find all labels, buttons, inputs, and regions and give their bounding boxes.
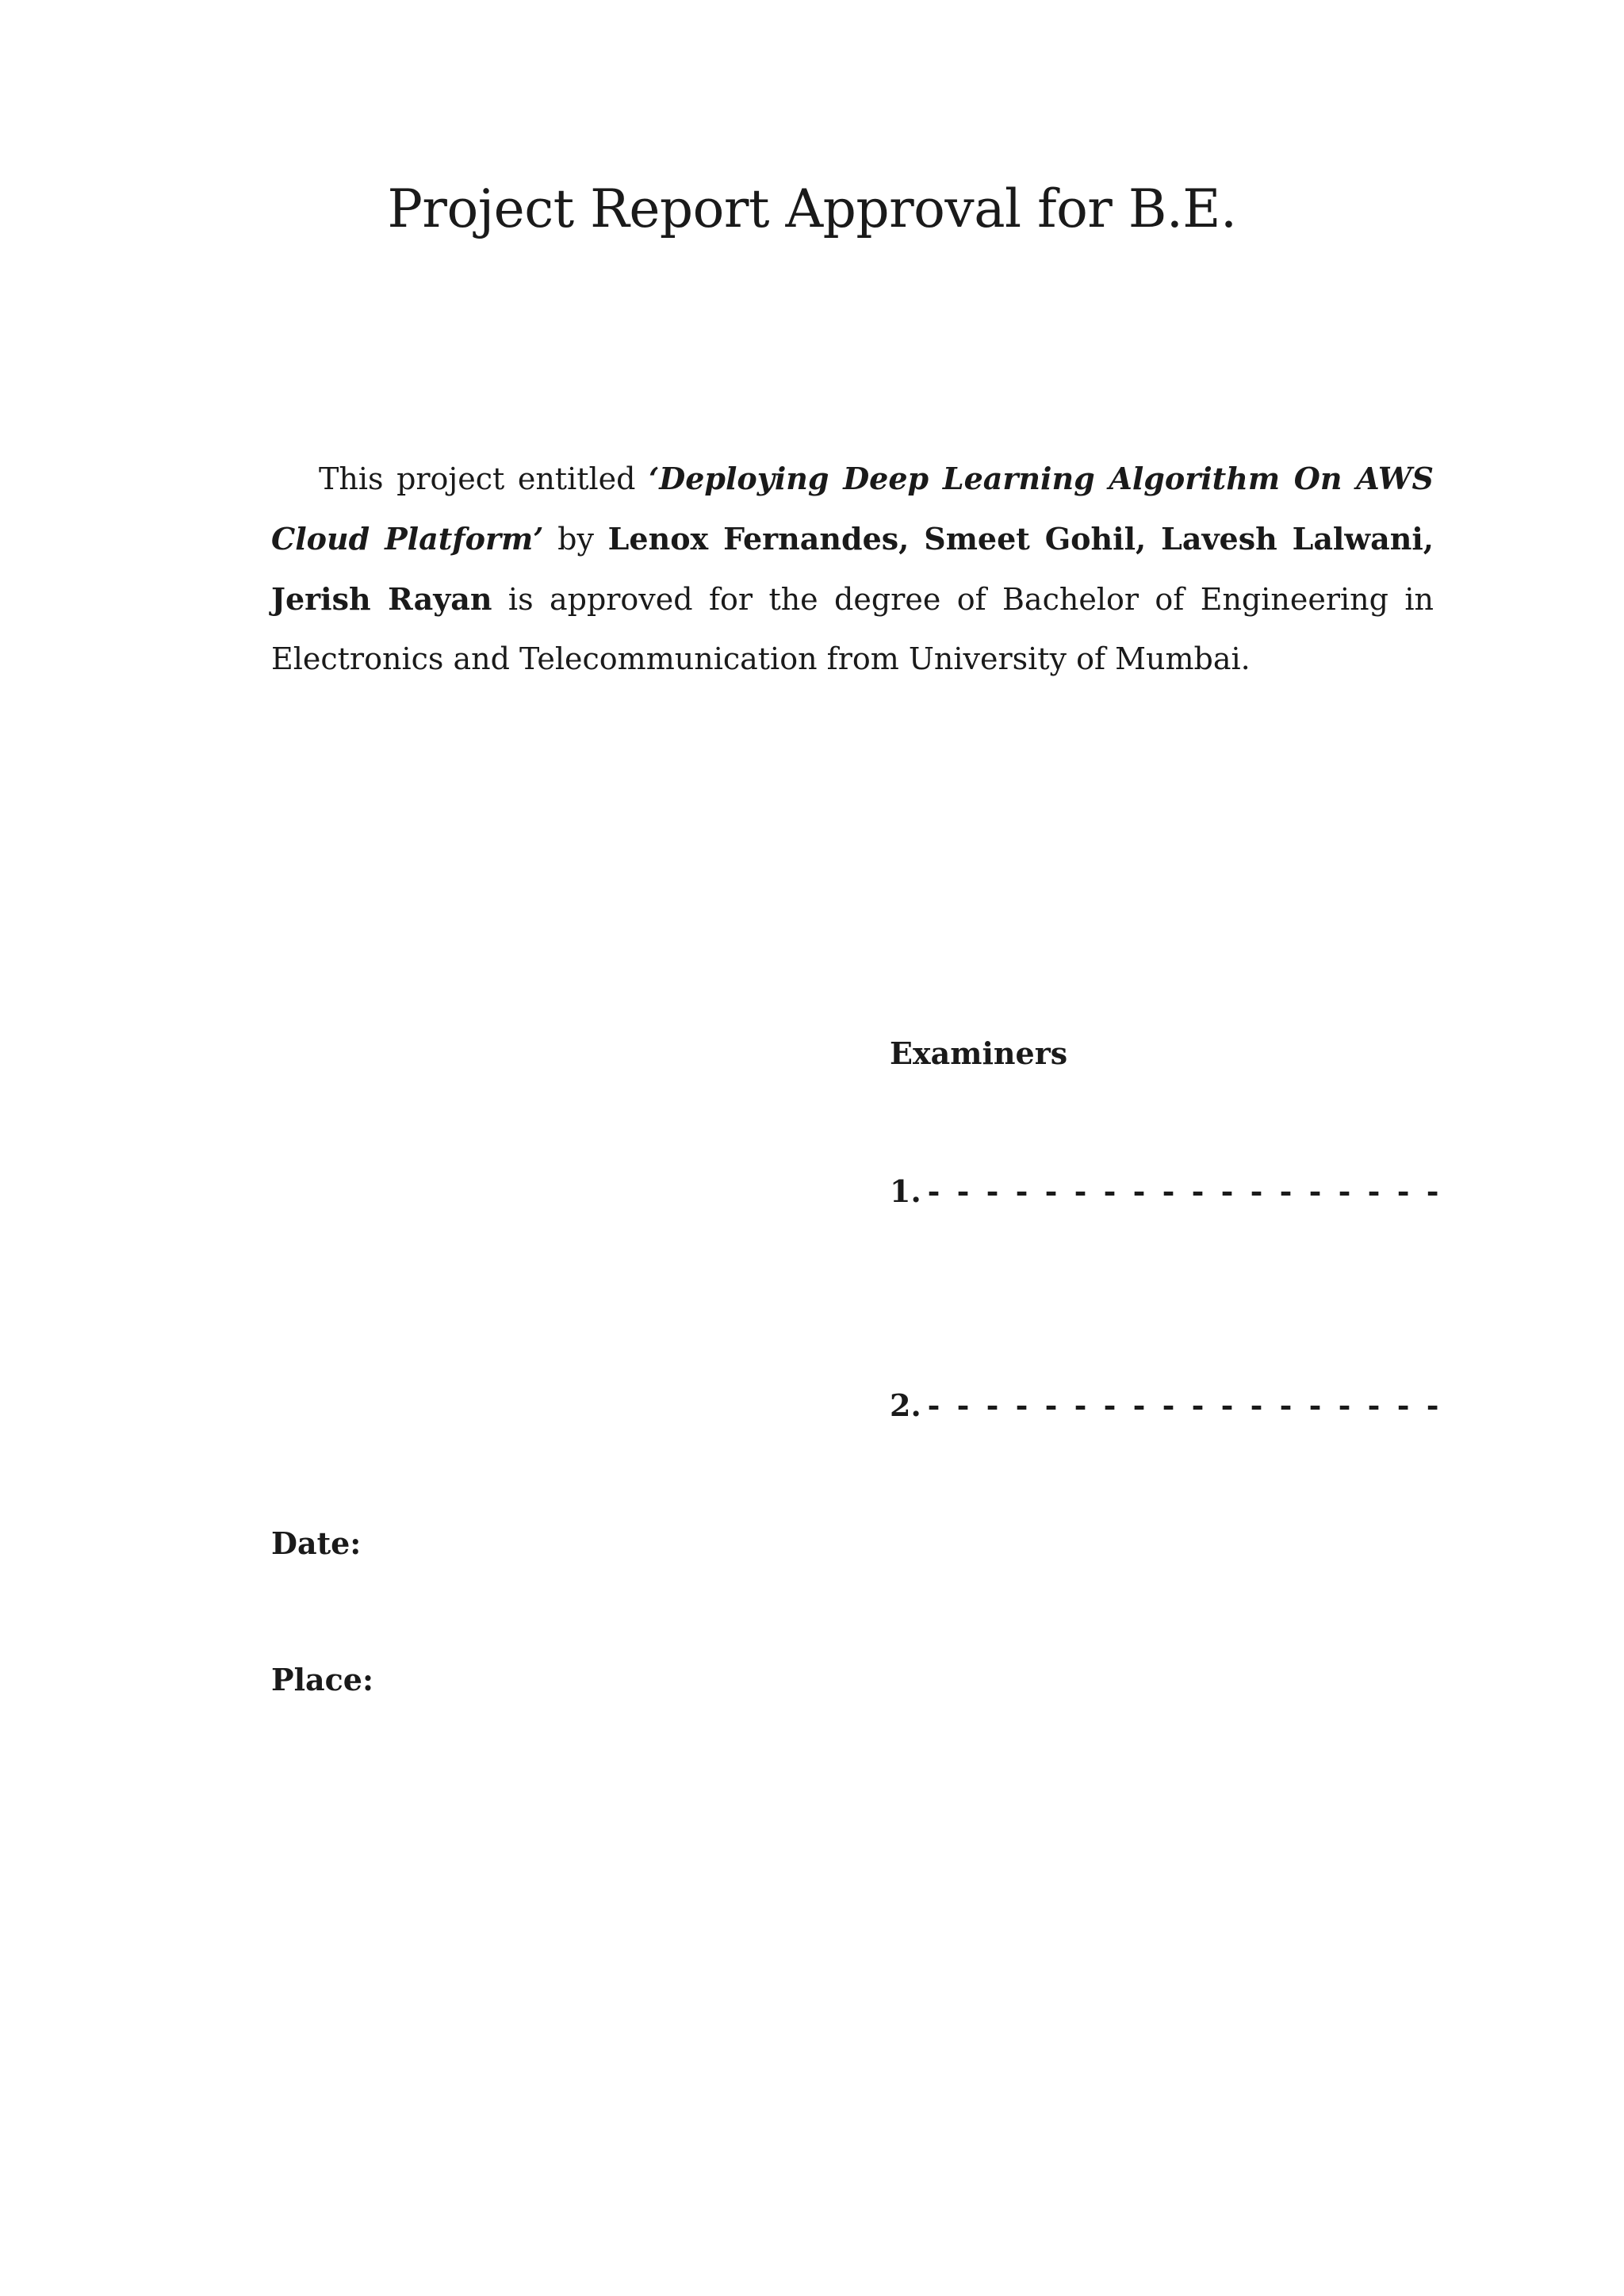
signature-dashes: - - - - - - - - - - - - - - - - - -	[927, 1173, 1442, 1209]
paragraph-by: by	[543, 522, 608, 557]
signature-dashes: - - - - - - - - - - - - - - - - - -	[927, 1387, 1442, 1423]
paragraph-intro: This project entitled	[319, 461, 649, 496]
examiner-number: 1.	[890, 1173, 921, 1209]
date-label: Date:	[271, 1525, 362, 1561]
project-title: ‘Deploying Deep Learning Algorithm On AWS Cloud Platform’	[271, 461, 1434, 557]
page-title: Project Report Approval for B.E.	[387, 178, 1237, 239]
examiner-number: 2.	[890, 1387, 921, 1423]
place-label: Place:	[271, 1662, 373, 1697]
examiner-signature-line-1	[890, 1173, 1442, 1209]
examiners-heading: Examiners	[890, 1035, 1068, 1071]
author-names: Lenox Fernandes, Smeet Gohil, Lavesh Lalwani, Jerish Rayan	[271, 521, 1434, 617]
approval-paragraph	[271, 449, 1434, 689]
paragraph-rest: is approved for the degree of Bachelor of Engineering in Electronics and Telecommunication from University of Mumbai.	[271, 582, 1434, 676]
examiner-signature-line-2	[890, 1387, 1442, 1423]
